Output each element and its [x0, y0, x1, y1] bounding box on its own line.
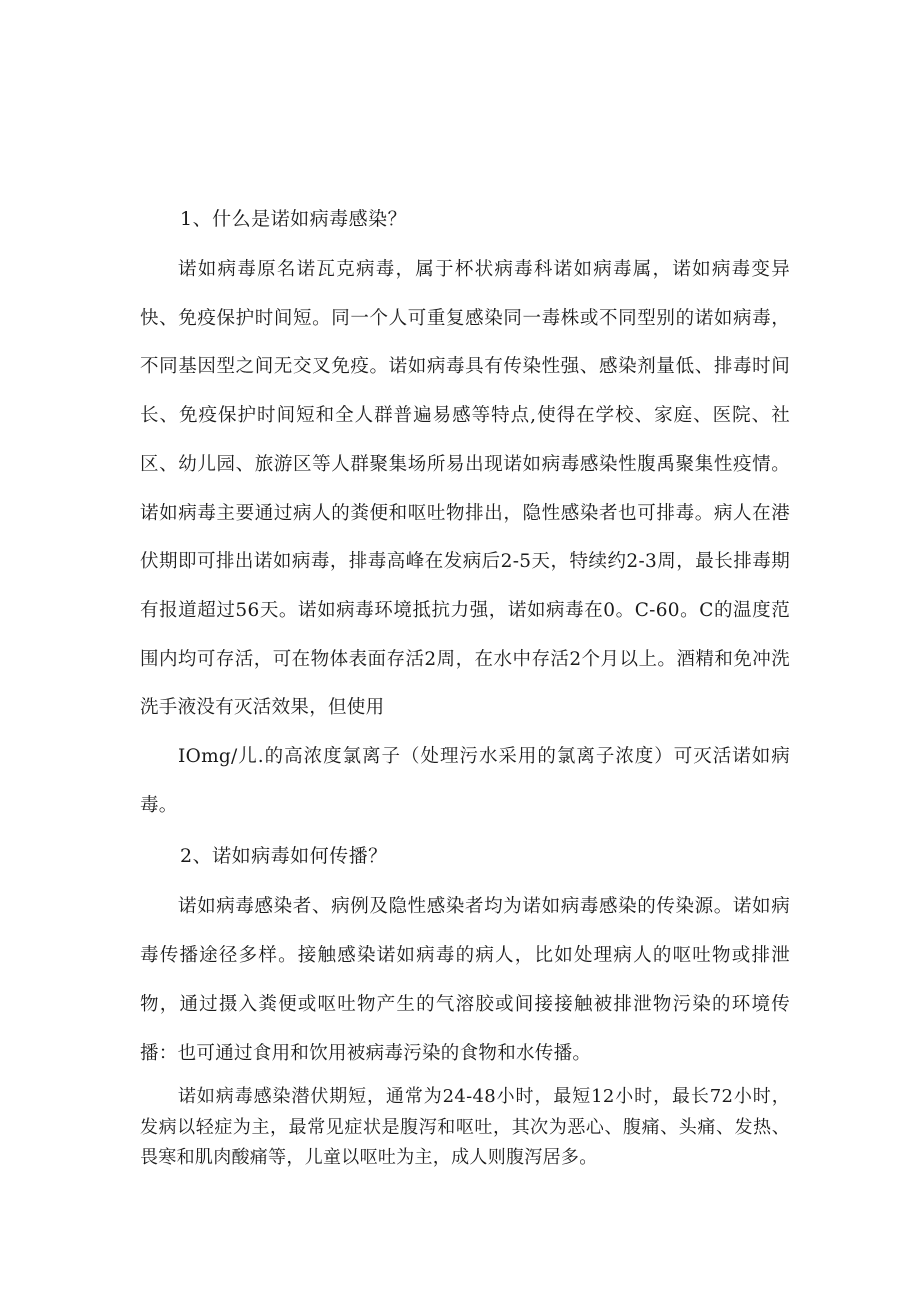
section-2-paragraph-a: 诺如病毒感染者、病例及隐性感染者均为诺如病毒感染的传染源。诺如病毒传播途径多样。接触感染诺如病毒的病人，比如处理病人的呕吐物或排泄物，通过摄入粪便或呕吐物产生的气溶胶或间接接触被排泄物污染的环境传播：也可通过食用和饮用被病毒污染的食物和水传播。 — [140, 896, 790, 1064]
section-2-heading: 2、诺如病毒如何传播？ — [180, 845, 388, 868]
section-1-paragraph-a: 诺如病毒原名诺瓦克病毒，属于杯状病毒科诺如病毒属，诺如病毒变异快、免疫保护时间短。同一个人可重复感染同一毒株或不同型别的诺如病毒，不同基因型之间无交叉免疫。诺如病毒具有传染性强、感染剂量低、排毒时间长、免疫保护时间短和全人群普遍易感等特点,使得在学校、家庭、医院、社区、幼儿园、旅游区等人群聚集场所易出现诺如病毒感染性腹禹聚集性疫情。诺如病毒主要通过病人的粪便和呕吐物排出，隐性感染者也可排毒。病人在港伏期即可排出诺如病毒，排毒高峰在发病后2-5天，特续约2-3周，最长排毒期有报道超过56天。诺如病毒环境抵抗力强，诺如病毒在0。C-60。C的温度范围内均可存活，可在物体表面存活2周，在水中存活2个月以上。酒精和免冲洗洗手液没有灭活效果，但使用 — [140, 259, 790, 719]
section-1-heading: 1、什么是诺如病毒感染？ — [180, 208, 408, 230]
document-page — [140, 205, 790, 1174]
section-1-paragraph-b: IOmg/儿.的高浓度氯离子（处理污水采用的氯离子浓度）可灭活诺如病毒。 — [140, 746, 790, 816]
section-2-paragraph-b: 诺如病毒感染潜伏期短，通常为24-48小时，最短12小时，最长72小时，发病以轻症为主，最常见症状是腹泻和呕吐，其次为恶心、腹痛、头痛、发热、畏寒和肌肉酸痛等，儿童以呕吐为主，成人则腹泻居多。 — [140, 1086, 790, 1169]
